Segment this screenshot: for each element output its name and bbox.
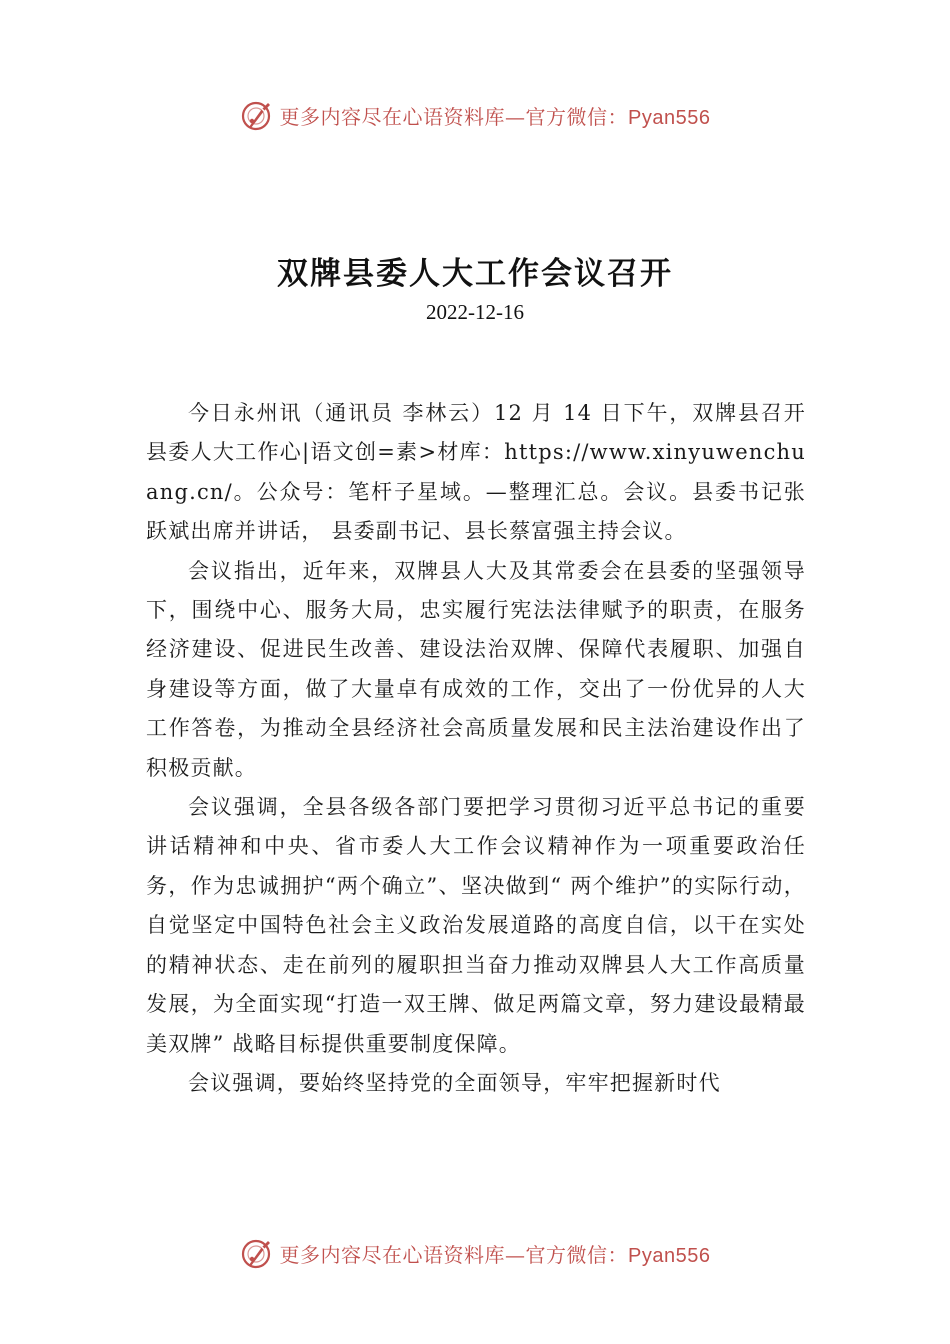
footer-banner-text: 更多内容尽在心语资料库—官方微信：Pyan556 xyxy=(279,1242,711,1267)
footer-watermark-banner xyxy=(0,1233,950,1273)
header-banner-text: 更多内容尽在心语资料库—官方微信：Pyan556 xyxy=(279,104,711,129)
paragraph: 今日永州讯（通讯员 李林云）12 月 14 日下午，双牌县召开县委人大工作心|语文创=素>材库：https://www.xinyuwenchuang.cn/。公众号：笔杆子星域。—整理汇总。会议。县委书记张跃斌出席并讲话， 县委副书记、县长蔡富强主持会议。 xyxy=(146,401,806,544)
paragraph: 会议强调，全县各级各部门要把学习贯彻习近平总书记的重要讲话精神和中央、省市委人大工作会议精神作为一项重要政治任务，作为忠诚拥护“两个确立”、坚决做到“ 两个维护”的实际行动，自觉坚定中国特色社会主义政治发展道路的高度自信，以干在实处的精神状态、走在前列的履职担当奋力推动双牌县人大工作高质量发展，为全面实现“打造一双王牌、做足两篇文章，努力建设最精最美双牌” 战略目标提供重要制度保障。 xyxy=(146,795,806,1056)
article-date: 2022-12-16 xyxy=(426,300,524,324)
header-watermark-banner xyxy=(0,95,950,135)
article-title: 双牌县委人大工作会议召开 xyxy=(277,256,673,292)
footer-wechat-id: Pyan556 xyxy=(628,1244,711,1267)
pen-nib-logo-icon xyxy=(240,97,276,133)
paragraph: 会议强调，要始终坚持党的全面领导，牢牢把握新时代 xyxy=(188,1070,721,1095)
paragraph: 会议指出，近年来，双牌县人大及其常委会在县委的坚强领导下，围绕中心、服务大局，忠实履行宪法法律赋予的职责，在服务经济建设、促进民生改善、建设法治双牌、保障代表履职、加强自身建设等方面，做了大量卓有成效的工作，交出了一份优异的人大工作答卷，为推动全县经济社会高质量发展和民主法治建设作出了积极贡献。 xyxy=(146,558,806,780)
article-body xyxy=(146,394,806,1103)
pen-nib-logo-icon xyxy=(240,1235,276,1271)
header-wechat-id: Pyan556 xyxy=(628,106,711,129)
